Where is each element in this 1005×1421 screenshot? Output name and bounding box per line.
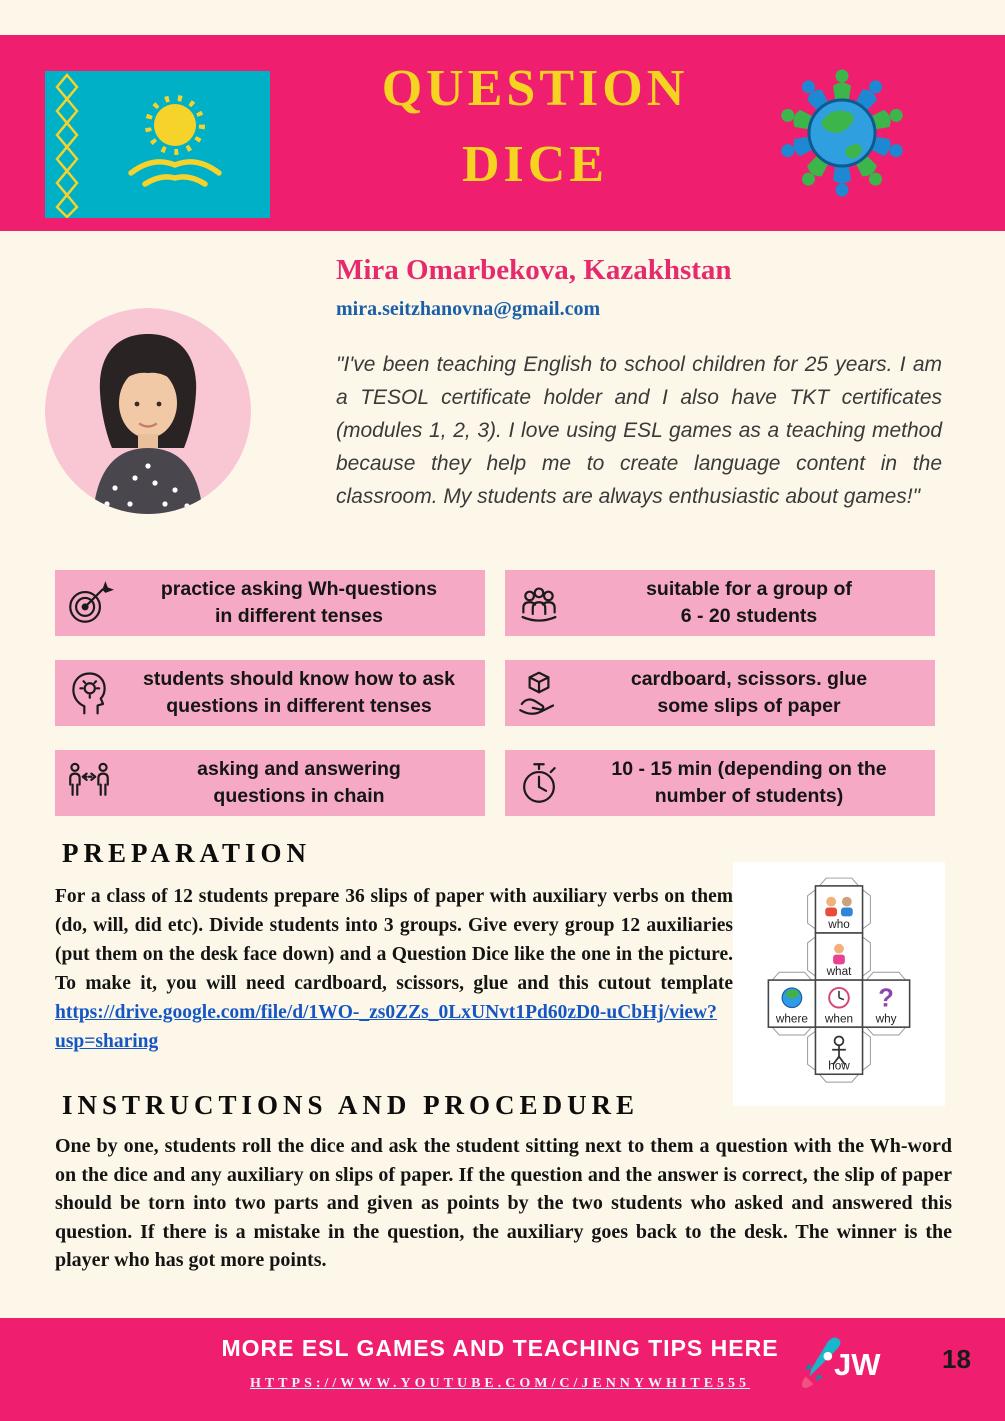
preparation-text [55, 882, 733, 1056]
group-icon [505, 578, 573, 628]
stopwatch-icon [505, 758, 573, 808]
instructions-heading: INSTRUCTIONS AND PROCEDURE [62, 1090, 640, 1120]
footer-banner [0, 1318, 1005, 1421]
dice-face-who: who [828, 918, 850, 932]
kazakhstan-flag-image [45, 71, 270, 218]
channel-logo [798, 1336, 881, 1393]
preparation-heading: PREPARATION [62, 838, 311, 868]
info-box-goal [55, 570, 485, 636]
info-box-group-size [505, 570, 935, 636]
info-box-materials-text: cardboard, scissors. glue some slips of paper [630, 668, 868, 717]
info-box-duration-text: 10 - 15 min (depending on the number of students) [611, 758, 887, 807]
head-idea-icon [55, 668, 123, 718]
author-email[interactable]: mira.seitzhanovna@gmail.com [336, 298, 601, 320]
author-quote: "I've been teaching English to school children for 25 years. I am a TESOL certificate holder and I also have TKT certificates (modules 1, 2, 3). I love using ESL games as a teaching method because they help me to create language content in the classroom. My students are always enthusiastic about games!" [336, 353, 942, 508]
dice-face-how: how [828, 1059, 850, 1073]
info-box-goal-text: practice asking Wh-questions in different tenses [160, 578, 438, 627]
dice-face-what: what [826, 965, 852, 979]
youtube-link[interactable]: HTTPS://WWW.YOUTUBE.COM/C/JENNYWHITE555 [249, 1376, 751, 1391]
info-box-prerequisite [55, 660, 485, 726]
dice-cutout-image [733, 862, 945, 1106]
author-photo [45, 308, 251, 514]
instructions-text: One by one, students roll the dice and ask the student sitting next to them a question with the Wh-word on the dice and any auxiliary on slips of paper. If the question and the answer is correct, the slip of paper should be torn into two parts and given as points by the two students who asked and answered this question. If there is a mistake in the question, the auxiliary goes back to the desk. The winner is the player who has got more points. [55, 1135, 952, 1271]
title-line1: QUESTION [381, 60, 689, 117]
footer-title: MORE ESL GAMES AND TEACHING TIPS HERE [221, 1335, 779, 1361]
info-box-prerequisite-text: students should know how to ask questions in different tenses [142, 668, 456, 717]
template-link[interactable]: https://drive.google.com/file/d/1WO-_zs0ZZs_0LxUNvt1Pd60zD0-uCbHj/view?usp=sharing [55, 1002, 717, 1052]
author-name: Mira Omarbekova, Kazakhstan [336, 254, 732, 286]
chain-icon [55, 758, 123, 808]
info-box-activity-text: asking and answering questions in chain [197, 758, 401, 807]
page-title [300, 51, 770, 203]
info-box-group-size-text: suitable for a group of 6 - 20 students [646, 578, 852, 627]
logo-text: JW [834, 1346, 881, 1382]
svg-text:?: ? [878, 984, 894, 1013]
materials-icon [505, 668, 573, 718]
title-line2: DICE [461, 136, 609, 193]
dice-face-why: why [875, 1012, 897, 1026]
info-box-duration [505, 750, 935, 816]
info-box-activity [55, 750, 485, 816]
kazakhstan-flag [45, 71, 270, 218]
target-icon [55, 578, 123, 628]
info-box-materials [505, 660, 935, 726]
page-number: 18 [942, 1344, 971, 1374]
preparation-body: For a class of 12 students prepare 36 slips of paper with auxiliary verbs on them (do, will, did etc). Divide students into 3 groups. Give every group 12 auxiliaries (put them on the desk face down) and a Question Dice like the one in the picture. To make it, you will need cardboard, scissors, glue and this cutout template [55, 886, 733, 994]
globe-people-icon [772, 63, 912, 203]
dice-face-when: when [824, 1012, 854, 1026]
dice-face-where: where [775, 1012, 808, 1026]
header-banner [0, 35, 1005, 231]
